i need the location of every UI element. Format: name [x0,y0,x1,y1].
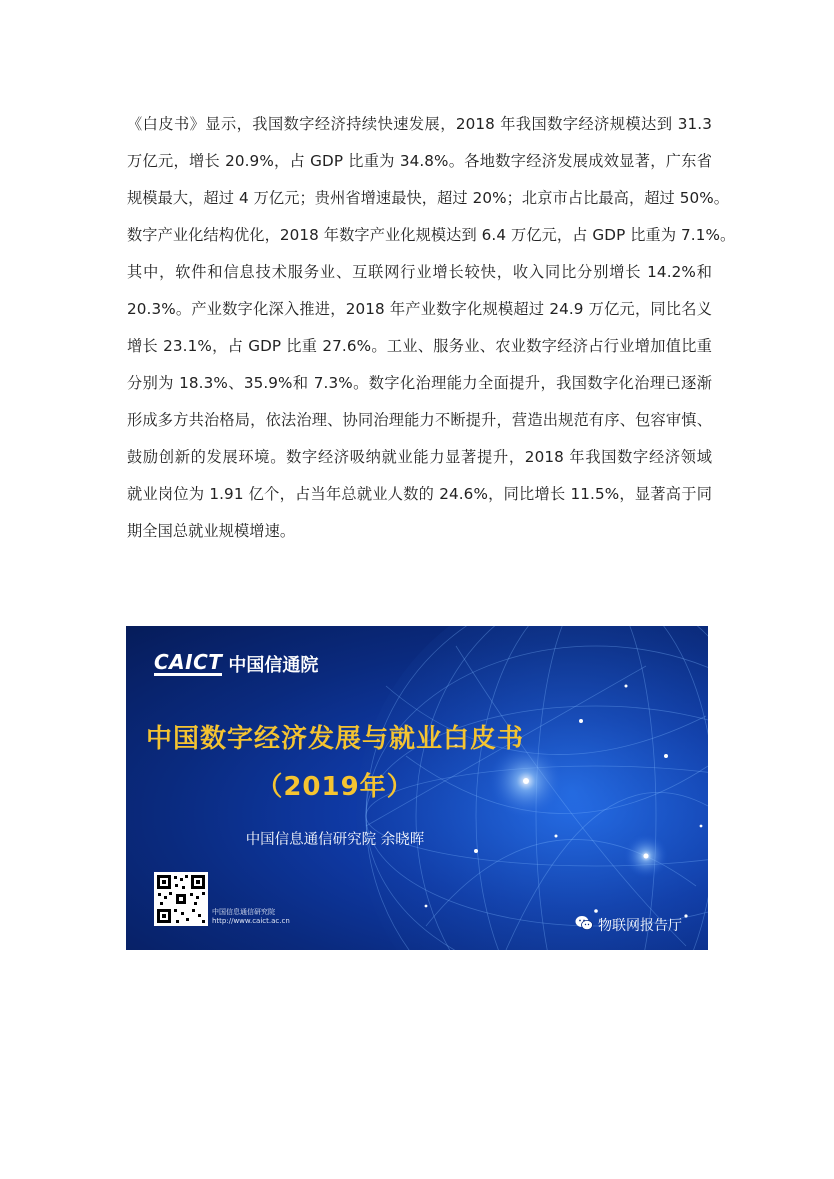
text-line: 形成多方共治格局，依法治理、协同治理能力不断提升，营造出规范有序、包容审慎、 [127,411,712,429]
org-name: 中国信息通信研究院 [212,908,275,916]
article-body [127,106,736,550]
org-info [212,908,290,926]
source-watermark [575,915,682,935]
logo-mark: CAICT [154,650,223,674]
text-line: 分别为 18.3%、35.9%和 7.3%。数字化治理能力全面提升，我国数字化治理已逐渐 [127,374,712,392]
caict-logo [154,651,318,677]
cover-image [126,626,708,950]
cover-title: 中国数字经济发展与就业白皮书 [145,724,524,754]
text-line: 数字产业化结构优化，2018 年数字产业化规模达到 6.4 万亿元，占 GDP 比重为 7.1%。 [127,226,736,244]
article-paragraph [127,106,736,550]
org-url: http://www.caict.ac.cn [212,917,290,925]
text-line: 其中，软件和信息技术服务业、互联网行业增长较快，收入同比分别增长 14.2%和 [127,263,712,281]
wechat-icon [575,915,593,935]
cover-year: （2019年） [256,772,414,802]
text-line: 期全国总就业规模增速。 [127,522,296,540]
text-line: 就业岗位为 1.91 亿个，占当年总就业人数的 24.6%，同比增长 11.5%，显著高于同 [127,485,712,503]
text-line: 鼓励创新的发展环境。数字经济吸纳就业能力显著提升，2018 年我国数字经济领域 [127,448,712,466]
text-line: 万亿元，增长 20.9%，占 GDP 比重为 34.8%。各地数字经济发展成效显著，广东省 [127,152,712,170]
text-line: 规模最大，超过 4 万亿元；贵州省增速最快，超过 20%；北京市占比最高，超过 50%。 [127,189,730,207]
qr-code [154,872,208,926]
text-line: 20.3%。产业数字化深入推进，2018 年产业数字化规模超过 24.9 万亿元，同比名义 [127,300,712,318]
cover-author: 中国信息通信研究院 余晓晖 [245,832,425,848]
watermark-text: 物联网报告厅 [598,918,682,934]
text-line: 增长 23.1%，占 GDP 比重 27.6%。工业、服务业、农业数字经济占行业增加值比重 [127,337,712,355]
logo-name: 中国信通院 [228,655,319,676]
text-line: 《白皮书》显示，我国数字经济持续快速发展，2018 年我国数字经济规模达到 31.3 [127,115,712,133]
